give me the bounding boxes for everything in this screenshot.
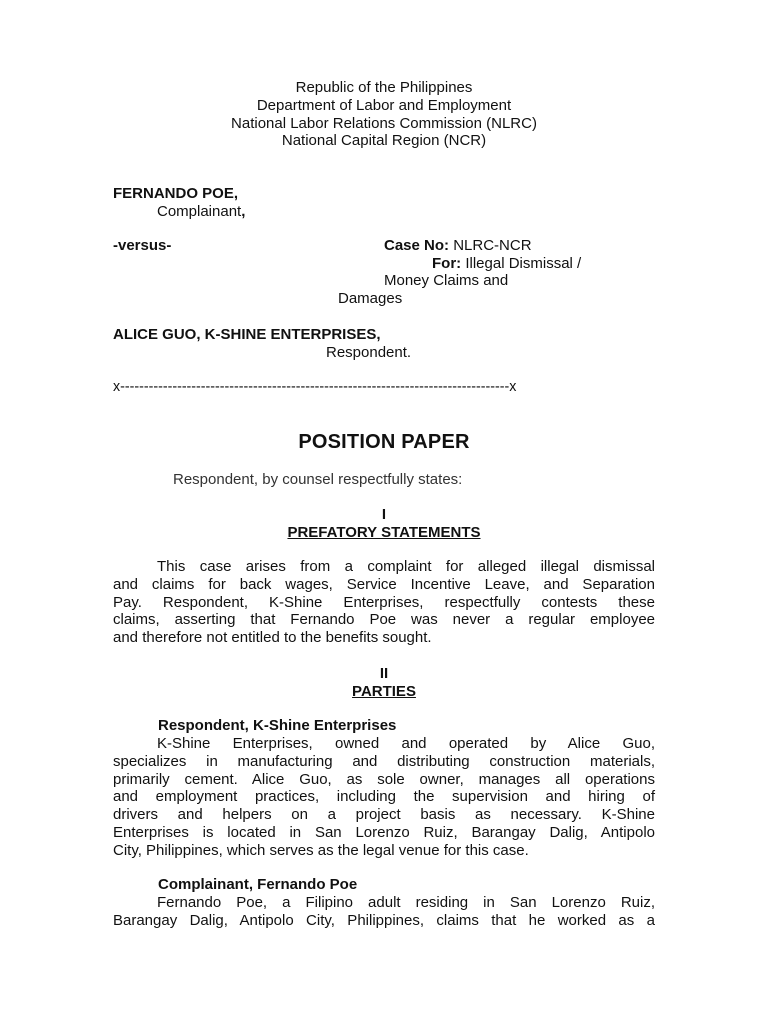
section-1-heading: PREFATORY STATEMENTS	[287, 524, 481, 541]
section-1-paragraph	[113, 558, 655, 647]
header-line-nlrc: National Labor Relations Commission (NLRC)	[231, 114, 537, 132]
complainant-subheading: Complainant, Fernando Poe	[158, 876, 358, 893]
complainant-name: FERNANDO POE,	[113, 185, 239, 202]
section-1-line: claims, asserting that Fernando Poe was never a regular employee	[113, 611, 655, 629]
section-1-line-last: and therefore not entitled to the benefits sought.	[113, 629, 432, 647]
respondent-line-last: City, Philippines, which serves as the legal venue for this case.	[113, 841, 529, 859]
section-1-line: and claims for back wages, Service Incentive Leave, and Separation	[113, 575, 655, 593]
separator-text: x----------------------------------------------------------------------------------x	[113, 378, 517, 395]
caption-separator	[113, 378, 611, 396]
for-value-2: Money Claims and	[384, 272, 509, 289]
complainant-role-comma: ,	[241, 203, 246, 220]
header-line-department: Department of Labor and Employment	[256, 96, 512, 114]
complainant-paragraph	[113, 894, 655, 930]
case-number	[384, 237, 532, 255]
case-for	[432, 255, 581, 273]
intro-statement: Respondent, by counsel respectfully states:	[173, 471, 463, 488]
respondent-line: specializes in manufacturing and distributing construction materials,	[113, 752, 655, 770]
complainant-line: Barangay Dalig, Antipolo City, Philippines, claims that he worked as a	[113, 911, 655, 929]
section-2-numeral: II	[379, 665, 389, 682]
case-no-label: Case No:	[384, 237, 450, 254]
header-line-republic: Republic of the Philippines	[295, 79, 473, 96]
section-1-numeral: I	[381, 506, 387, 523]
for-value-1: Illegal Dismissal /	[461, 255, 582, 272]
respondent-line: and employment practices, including the supervision and hiring of	[113, 788, 655, 806]
document-title: POSITION PAPER	[298, 431, 470, 453]
document-header	[0, 79, 768, 150]
respondent-paragraph	[113, 735, 655, 860]
respondent-line: drivers and helpers on a project basis as necessary. K-Shine	[113, 806, 655, 824]
respondent-line: K-Shine Enterprises, owned and operated by Alice Guo,	[157, 735, 655, 752]
case-no-value: NLRC-NCR	[449, 237, 532, 254]
respondent-name: ALICE GUO, K-SHINE ENTERPRISES,	[113, 326, 381, 343]
respondent-subheading: Respondent, K-Shine Enterprises	[158, 717, 397, 734]
complainant-role-text: Complainant	[157, 203, 242, 220]
complainant-role	[157, 203, 245, 221]
section-2-heading: PARTIES	[352, 683, 416, 700]
section-1-line: This case arises from a complaint for alleged illegal dismissal	[157, 558, 655, 575]
for-label: For:	[432, 255, 462, 272]
respondent-line: Enterprises is located in San Lorenzo Ruiz, Barangay Dalig, Antipolo	[113, 823, 655, 841]
respondent-role: Respondent.	[326, 344, 412, 361]
complainant-line: Fernando Poe, a Filipino adult residing in San Lorenzo Ruiz,	[157, 894, 655, 911]
section-1-line: Pay. Respondent, K-Shine Enterprises, respectfully contests these	[113, 593, 655, 611]
for-value-3: Damages	[338, 290, 403, 307]
respondent-line: primarily cement. Alice Guo, as sole owner, manages all operations	[113, 770, 655, 788]
versus-label: -versus-	[113, 237, 172, 254]
header-line-ncr: National Capital Region (NCR)	[281, 132, 487, 150]
